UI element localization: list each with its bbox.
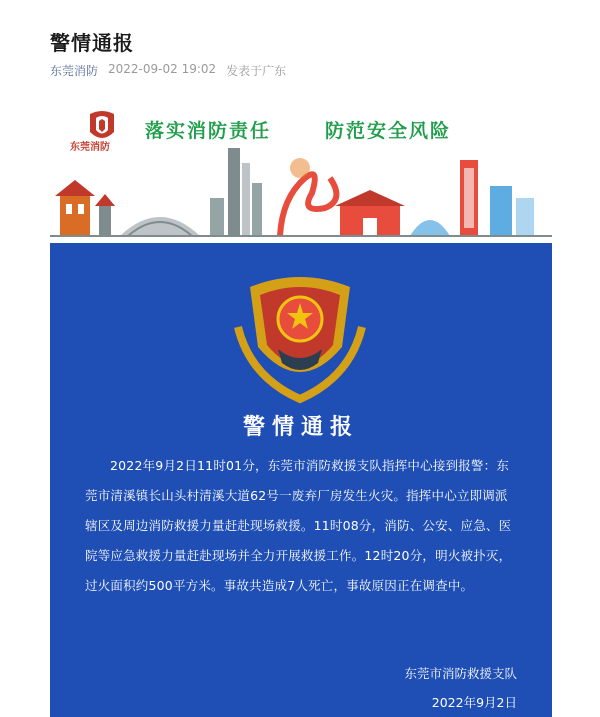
- slogan-right: 防范安全风险: [325, 120, 452, 142]
- publish-datetime: 2022-09-02 19:02: [108, 62, 217, 76]
- notice-signature: 东莞市消防救援支队: [404, 666, 517, 681]
- fire-safety-banner: [50, 98, 552, 243]
- notice-body: 2022年9月2日11时01分，东莞市消防救援支队指挥中心接到报警：东莞市清溪镇长山头村清溪大道62号一废弃厂房发生火灾。指挥中心立即调派辖区及周边消防救援力量赶赴现场救援。11时08分，消防、公安、应急、医院等应急救援力量赶赴现场并全力开展救援工作。12时20分，明火被扑灭，过火面积约500平方米。事故共造成7人死亡，事故原因正在调查中。: [85, 458, 512, 593]
- author-link[interactable]: 东莞消防: [50, 64, 99, 78]
- article-title: 警情通报: [50, 31, 134, 55]
- article-meta: [50, 62, 286, 79]
- notice-heading: 警情通报: [242, 415, 359, 440]
- slogan-left: 落实消防责任: [145, 120, 272, 142]
- incident-notice-panel: [50, 243, 552, 717]
- fire-rescue-emblem-icon: [230, 267, 370, 407]
- logo-text: 东莞消防: [70, 142, 110, 153]
- city-skyline-illustration: [50, 138, 552, 243]
- notice-date: 2022年9月2日: [431, 695, 517, 710]
- publish-location: 发表于广东: [226, 64, 287, 78]
